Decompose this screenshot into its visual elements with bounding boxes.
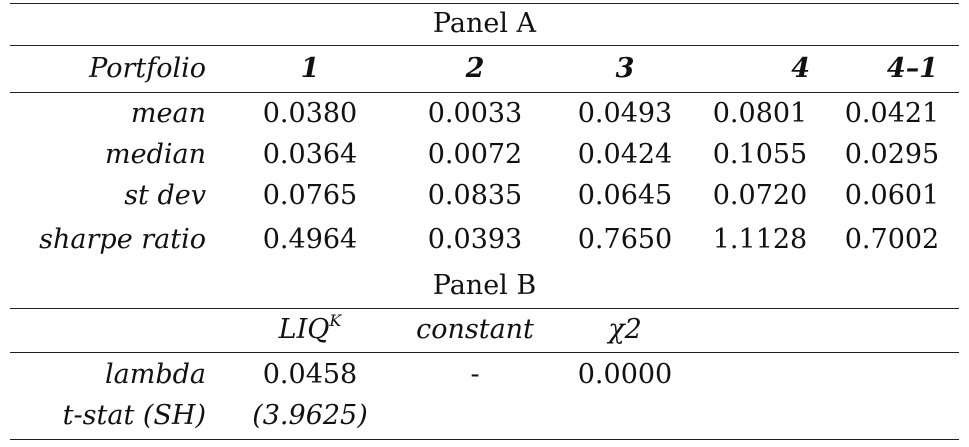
table-cell: 0.0645: [577, 180, 673, 211]
panel-b-title: Panel B: [432, 270, 537, 301]
portfolio-col-4: 4: [791, 53, 810, 84]
row-label-mean: mean: [130, 98, 206, 129]
row-label-t-stat: t-stat (SH): [62, 400, 206, 431]
portfolio-header-label: Portfolio: [89, 53, 206, 84]
table-cell: 0.7650: [577, 224, 673, 255]
table-top-rule: [10, 3, 959, 4]
portfolio-col-4-1: 4–1: [886, 53, 938, 84]
table-cell: 0.0295: [844, 139, 940, 170]
portfolio-col-1: 1: [300, 53, 320, 84]
table-cell: 0.0458: [262, 359, 358, 390]
panel-b-header-rule: [10, 352, 959, 353]
table-cell: 0.0000: [577, 359, 673, 390]
table-cell: 0.0380: [262, 98, 358, 129]
table-cell: 0.7002: [844, 224, 940, 255]
table-cell: 0.0072: [427, 139, 523, 170]
liq-superscript: K: [329, 311, 342, 330]
table-cell: 0.0601: [844, 180, 940, 211]
panel-b-title-rule: [10, 308, 959, 309]
panel-a-title-rule: [10, 45, 959, 46]
table-bottom-rule: [10, 439, 959, 440]
table-cell: 0.0493: [577, 98, 673, 129]
table-cell: 0.0765: [262, 180, 358, 211]
table-cell: 0.0801: [712, 98, 808, 129]
panel-a-header-rule: [10, 92, 959, 93]
row-label-lambda: lambda: [105, 359, 206, 390]
liq-k-header: [225, 312, 395, 348]
liq-label: LIQ: [278, 314, 330, 345]
row-label-st-dev: st dev: [124, 180, 206, 211]
table-cell: 0.0835: [427, 180, 523, 211]
constant-header: constant: [416, 314, 534, 345]
table-cell: (3.9625): [252, 400, 368, 431]
table-cell: 0.0364: [262, 139, 358, 170]
table-cell: -: [470, 359, 480, 390]
table-cell: 0.0424: [577, 139, 673, 170]
table-cell: 0.1055: [712, 139, 808, 170]
row-label-median: median: [105, 139, 206, 170]
table-cell: 0.0393: [427, 224, 523, 255]
portfolio-col-2: 2: [465, 53, 485, 84]
chi-squared-header: χ2: [608, 314, 642, 345]
table-cell: 1.1128: [712, 224, 808, 255]
table-cell: 0.0033: [427, 98, 523, 129]
table-cell: 0.0421: [844, 98, 940, 129]
panel-a-title: Panel A: [432, 8, 537, 39]
table-cell: 0.0720: [712, 180, 808, 211]
portfolio-col-3: 3: [615, 53, 635, 84]
table-cell: 0.4964: [262, 224, 358, 255]
row-label-sharpe-ratio: sharpe ratio: [39, 224, 206, 255]
